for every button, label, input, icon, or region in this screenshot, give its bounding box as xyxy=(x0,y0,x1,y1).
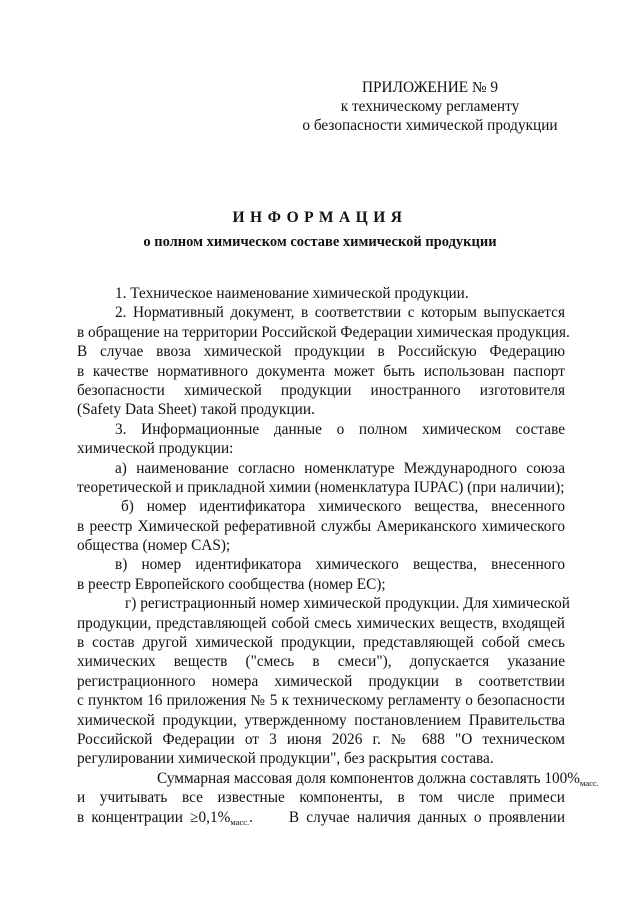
paragraph-line: б) номер идентификатора химического вещества, внесенного xyxy=(121,498,565,516)
paragraph-line: в качестве нормативного документа может быть использован паспорт xyxy=(77,362,565,380)
paragraph-line: г) регистрационный номер химической продукции. Для химической xyxy=(125,595,570,613)
appendix-header xyxy=(300,78,560,135)
paragraph-line xyxy=(77,769,599,788)
paragraph-line: 1. Техническое наименование химической продукции. xyxy=(115,285,469,302)
paragraph-line: В случае ввоза химической продукции в Российскую Федерацию xyxy=(77,343,565,361)
paragraph-line: регулировании химической продукции", без раскрытия состава. xyxy=(77,750,494,768)
paragraph-line: в) номер идентификатора химического вещества, внесенного xyxy=(115,556,565,574)
document-title: ИНФОРМАЦИЯ xyxy=(232,209,408,226)
paragraph-line: химических веществ ("смесь в смеси"), допускается указание xyxy=(77,653,565,671)
paragraph-line: а) наименование согласно номенклатуре Международного союза xyxy=(115,459,565,477)
appendix-number: ПРИЛОЖЕНИЕ № 9 xyxy=(361,79,499,96)
paragraph-line: с пунктом 16 приложения № 5 к техническому регламенту о безопасности xyxy=(77,692,565,710)
paragraph-line: 3. Информационные данные о полном химическом составе xyxy=(115,420,565,438)
paragraph-line: и учитывать все известные компоненты, в том числе примеси xyxy=(77,789,565,807)
paragraph-line: в состав другой химической продукции, представляющей собой смесь xyxy=(77,634,565,652)
line-text: В случае наличия данных о проявлении xyxy=(288,808,566,826)
mass-subscript: масс. xyxy=(230,816,250,827)
line-text: в концентрации ≥0,1% xyxy=(77,808,231,826)
paragraph-line: безопасности химической продукции иностранного изготовителя xyxy=(77,381,565,399)
paragraph-line: 2. Нормативный документ, в соответствии с которым выпускается xyxy=(115,304,565,322)
paragraph-line: продукции, представляющей собой смесь химических веществ, входящей xyxy=(77,614,565,632)
paragraph-line: в реестр Химической реферативной службы Американского химического xyxy=(77,517,565,535)
paragraph-line: теоретической и прикладной химии (номенклатура IUPAC) (при наличии); xyxy=(77,478,565,496)
paragraph-line xyxy=(77,808,565,827)
document-subtitle: о полном химическом составе химической продукции xyxy=(143,234,497,250)
paragraph-line: регистрационного номера химической продукции в соответствии xyxy=(77,672,565,690)
paragraph-line: в реестр Европейского сообщества (номер ЕС); xyxy=(77,575,386,593)
mass-subscript: масс. xyxy=(580,777,599,788)
paragraph-line: (Safety Data Sheet) такой продукции. xyxy=(77,401,315,419)
paragraph-line: химической продукции: xyxy=(77,440,234,458)
paragraph-line: в обращение на территории Российской Федерации химическая продукция. xyxy=(77,323,570,341)
paragraph-line: общества (номер CAS); xyxy=(77,537,231,555)
appendix-reference-line: о безопасности химической продукции xyxy=(302,117,558,134)
paragraph-line: Российской Федерации от 3 июня 2026 г. № 688 "О техническом xyxy=(77,730,565,748)
appendix-reference-line: к техническому регламенту xyxy=(340,98,520,115)
paragraph-line: химической продукции, утвержденному постановлением Правительства xyxy=(77,711,565,729)
line-text: Суммарная массовая доля компонентов должна составлять 100% xyxy=(157,769,581,787)
document-body xyxy=(77,284,599,827)
line-text: . xyxy=(249,808,253,826)
